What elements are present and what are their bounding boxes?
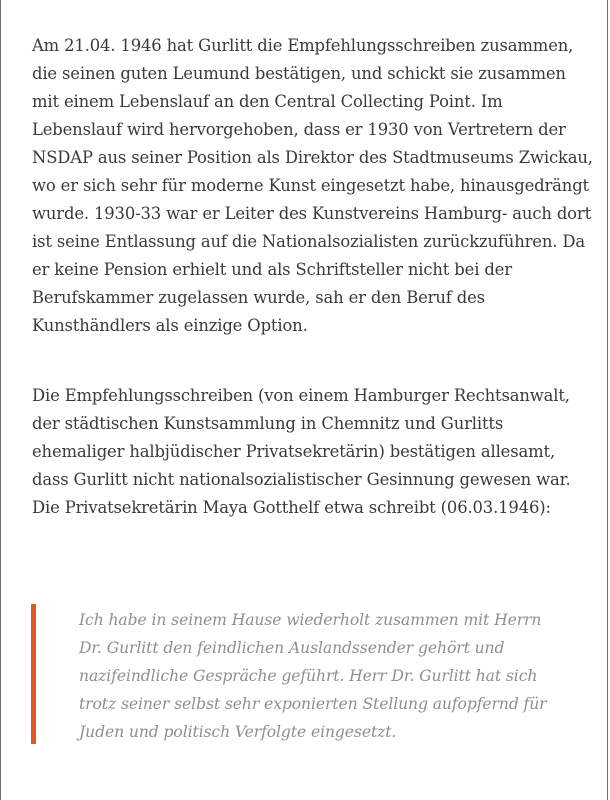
text-line: Die Empfehlungsschreiben (von einem Hamburger Rechtsanwalt,: [32, 386, 570, 405]
text-line: die seinen guten Leumund bestätigen, und schickt sie zusammen: [32, 64, 566, 83]
article-body: [32, 32, 592, 522]
quote-line: Dr. Gurlitt den feindlichen Auslandssender gehört und: [79, 639, 505, 657]
quote-line: Ich habe in seinem Hause wiederholt zusammen mit Herrn: [79, 611, 542, 629]
text-line: NSDAP aus seiner Position als Direktor des Stadtmuseums Zwickau,: [32, 148, 593, 167]
quote-line: trotz seiner selbst sehr exponierten Stellung aufopfernd für: [79, 695, 547, 713]
text-line: dass Gurlitt nicht nationalsozialistischer Gesinnung gewesen war.: [32, 470, 571, 489]
text-line: Berufskammer zugelassen wurde, sah er den Beruf des: [32, 288, 485, 307]
quote-line: Juden und politisch Verfolgte eingesetzt.: [79, 723, 397, 741]
text-line: der städtischen Kunstsammlung in Chemnitz und Gurlitts: [32, 414, 504, 433]
text-line: mit einem Lebenslauf an den Central Collecting Point. Im: [32, 92, 503, 111]
blockquote-text: [79, 606, 547, 746]
text-line: Lebenslauf wird hervorgehoben, dass er 1930 von Vertretern der: [32, 120, 566, 139]
text-line: Am 21.04. 1946 hat Gurlitt die Empfehlungsschreiben zusammen,: [32, 36, 574, 55]
text-line: er keine Pension erhielt und als Schriftsteller nicht bei der: [32, 260, 512, 279]
text-line: wo er sich sehr für moderne Kunst eingesetzt habe, hinausgedrängt: [32, 176, 589, 195]
quote-line: nazifeindliche Gespräche geführt. Herr Dr. Gurlitt hat sich: [79, 667, 538, 685]
text-line: Die Privatsekretärin Maya Gotthelf etwa schreibt (06.03.1946):: [32, 498, 551, 517]
text-line: wurde. 1930-33 war er Leiter des Kunstvereins Hamburg- auch dort: [32, 204, 592, 223]
text-line: ehemaliger halbjüdischer Privatsekretärin) bestätigen allesamt,: [32, 442, 555, 461]
text-line: ist seine Entlassung auf die Nationalsozialisten zurückzuführen. Da: [32, 232, 585, 251]
text-line: Kunsthändlers als einzige Option.: [32, 316, 308, 335]
blockquote: [31, 604, 591, 744]
paragraph-lebenslauf: [32, 32, 592, 340]
paragraph-empfehlungsschreiben: [32, 382, 592, 522]
